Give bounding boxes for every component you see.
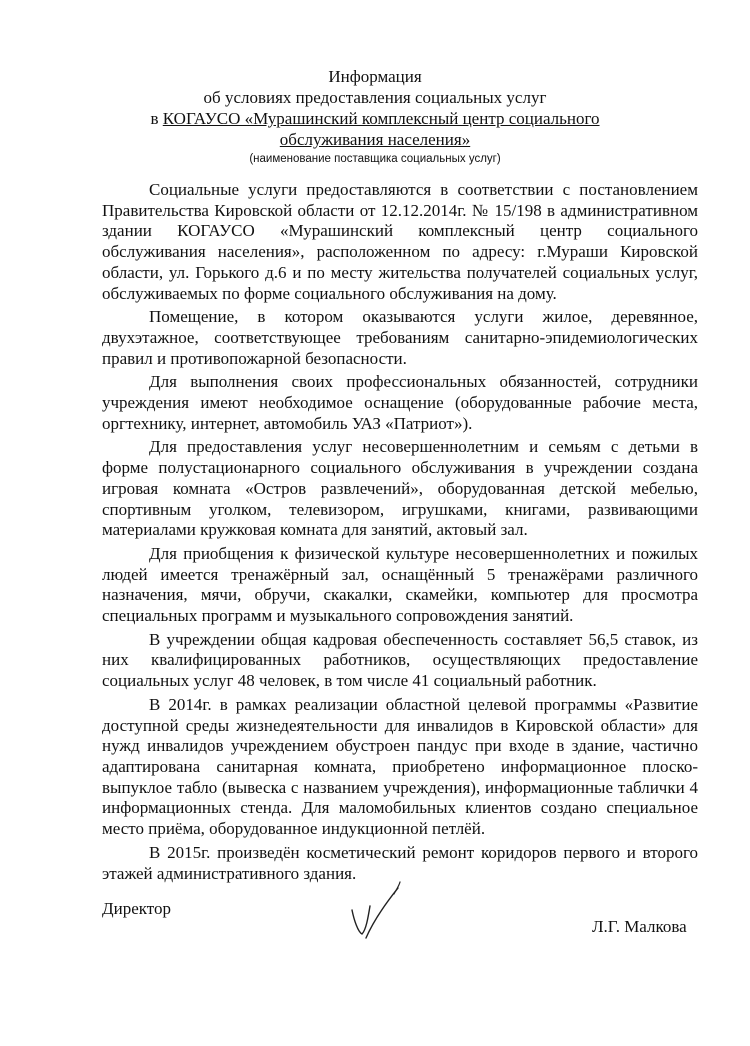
provider-name-part2: обслуживания населения» (279, 130, 471, 149)
provider-prefix: в (150, 109, 163, 128)
document-subtitle: об условиях предоставления социальных услуг (203, 88, 547, 107)
provider-name-part1: КОГАУСО «Мурашинский комплексный центр социального (162, 109, 600, 128)
paragraph: В 2014г. в рамках реализации областной целевой программы «Развитие доступной среды жизнедеятельности для инвалидов в Кировской области» для нужд инвалидов учреждением обустроен пандус при входе в здание, частично адаптирована санитарная комната, приобретено информационное плоско-выпуклое табло (вывеска с названием учреждения), информационные таблички 4 информационных стенда. Для маломобильных клиентов создано специальное место приёма, оборудованное индукционной петлёй. (102, 694, 698, 839)
paragraph: Помещение, в котором оказываются услуги жилое, деревянное, двухэтажное, соответствующее требованиям санитарно-эпидемиологических правил и противопожарной безопасности. (102, 307, 698, 368)
provider-name-line1 (0, 108, 750, 129)
paragraph: Для выполнения своих профессиональных обязанностей, сотрудники учреждения имеют необходимое оснащение (оборудованные рабочие места, оргтехнику, интернет, автомобиль УАЗ «Патриот»). (102, 372, 698, 433)
provider-caption: (наименование поставщика социальных услуг) (249, 153, 501, 165)
paragraph: В учреждении общая кадровая обеспеченность составляет 56,5 ставок, из них квалифицированных работников, осуществляющих предоставление социальных услуг 48 человек, в том числе 41 социальный работник. (102, 629, 698, 691)
provider-name-line2 (0, 129, 750, 150)
document-header (0, 66, 750, 167)
paragraph: Для приобщения к физической культуре несовершеннолетних и пожилых людей имеется тренажёрный зал, оснащённый 5 тренажёрами различного назначения, мячи, обручи, скакалки, скамейки, компьютер для просмотра специальных программ и музыкального сопровождения занятий. (102, 543, 698, 626)
paragraph: Для предоставления услуг несовершеннолетним и семьям с детьми в форме полустационарного социального обслуживания в учреждении создана игровая комната «Остров развлечений», оборудованная детской мебелью, спортивным уголком, телевизором, игрушками, книгами, развивающими материалами кружковая комната для занятий, актовый зал. (102, 437, 698, 540)
signature-mark (342, 880, 412, 944)
document-title: Информация (328, 67, 422, 86)
director-label: Директор (102, 899, 171, 918)
director-name: Л.Г. Малкова (592, 917, 687, 936)
paragraph: В 2015г. произведён косметический ремонт коридоров первого и второго этажей административного здания. (102, 842, 698, 883)
paragraph: Социальные услуги предоставляются в соответствии с постановлением Правительства Кировской области от 12.12.2014г. № 15/198 в административном здании КОГАУСО «Мурашинский комплексный центр социального обслуживания населения», расположенном по адресу: г.Мураши Кировской области, ул. Горького д.6 и по месту жительства получателей социальных услуг, обслуживаемых по форме социального обслуживания на дому. (102, 180, 698, 303)
document-body (102, 180, 698, 887)
